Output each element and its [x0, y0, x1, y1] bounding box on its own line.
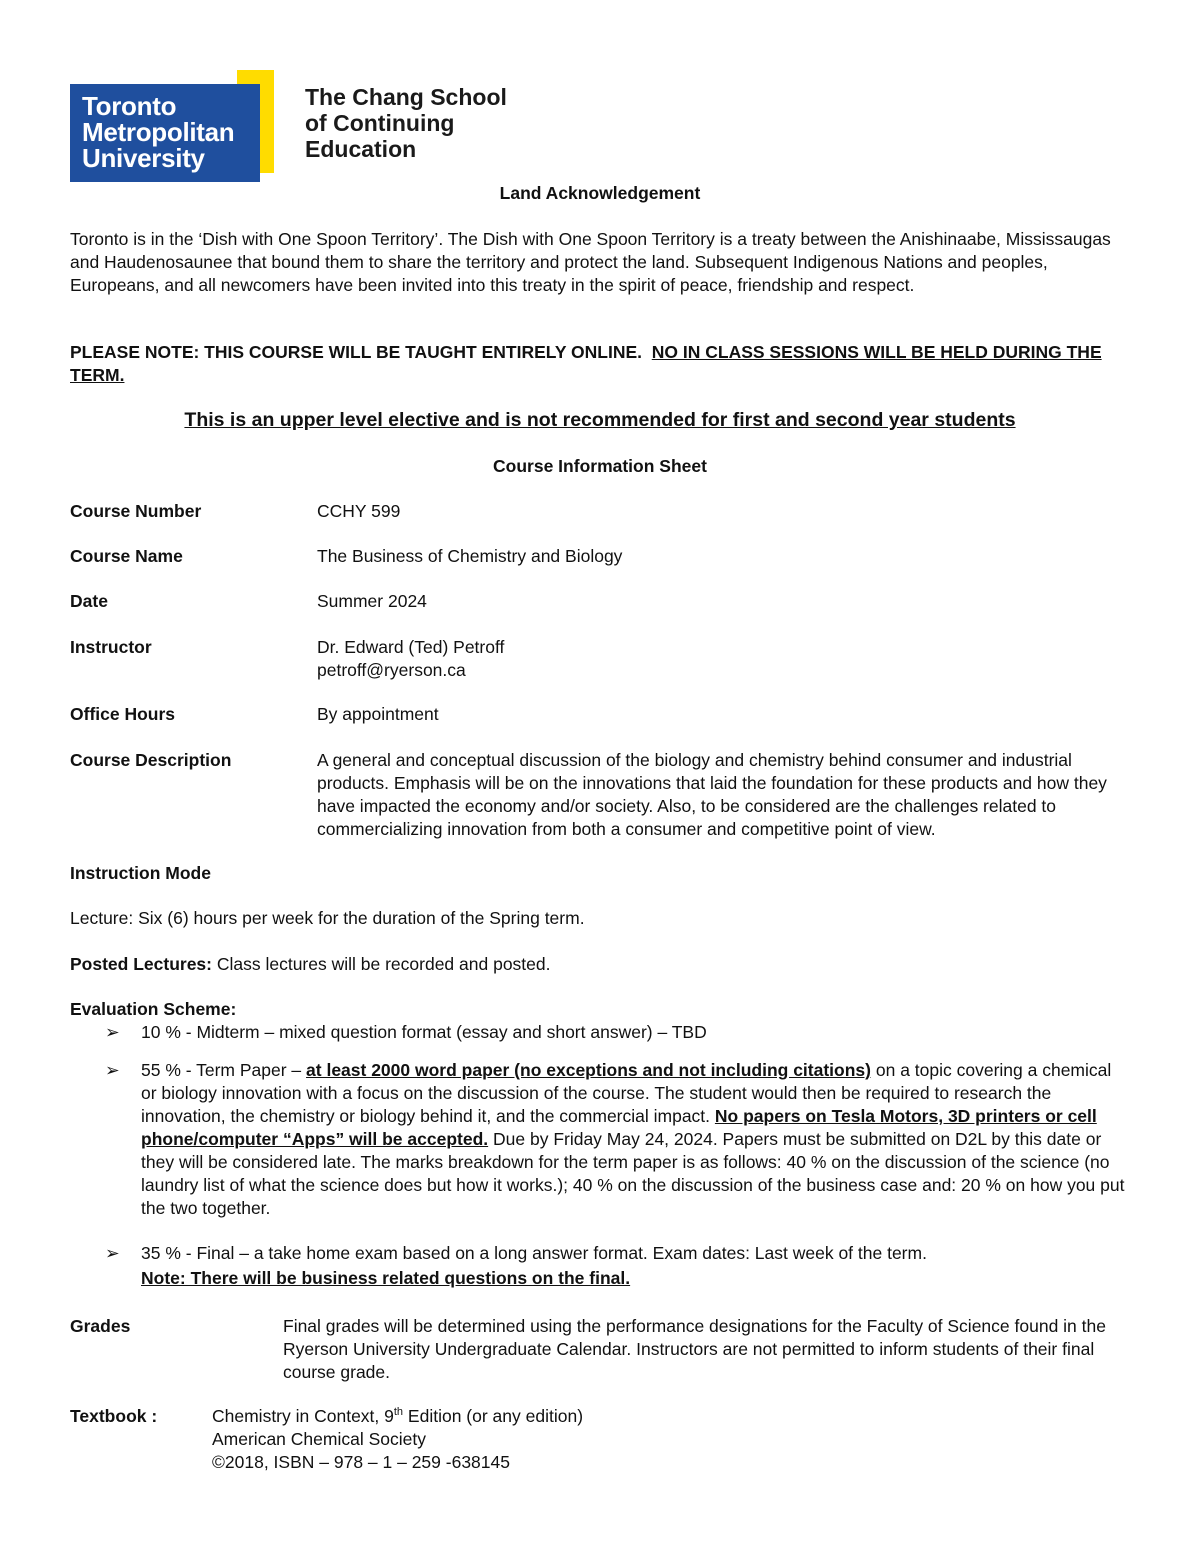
grades-label: Grades [70, 1316, 131, 1336]
instructor-label: Instructor [70, 637, 152, 657]
description-value: A general and conceptual discussion of the biology and chemistry behind consumer and industrial products. Emphasis will be on the innovations that laid the foundation for these products and how they have impacted the economy and/or society. Also, to be considered are the challenges related to commercializing innovation from both a consumer and competitive point of view. [317, 750, 1107, 839]
instruction-mode-label: Instruction Mode [70, 863, 211, 883]
logo-line: Metropolitan [82, 117, 235, 147]
course-name-label: Course Name [70, 546, 183, 566]
eval-midterm: 10 % - Midterm – mixed question format (essay and short answer) – TBD [141, 1022, 707, 1042]
eval-term-paper: 55 % - Term Paper – at least 2000 word paper (no exceptions and not including citations) on a topic covering a chemical or biology innovation with a focus on the discussion of the course. The student would then be required to research the innovation, the chemistry or biology behind it, and the commercial impact. No papers on Tesla Motors, 3D printers or cell phone/computer “Apps” will be accepted. Due by Friday May 24, 2024. Papers must be submitted on D2L by this date or they will be considered late. The marks breakdown for the term paper is as follows: 40 % on the discussion of the science (no laundry list of what the science does but how it works.); 40 % on the discussion of the business case and: 20 % on how you put the two together. [141, 1060, 1125, 1218]
school-name: The Chang School of Continuing Education [305, 84, 507, 162]
evaluation-label: Evaluation Scheme: [70, 999, 237, 1019]
course-number-label: Course Number [70, 501, 202, 521]
textbook-title: Chemistry in Context, 9th Edition (or any edition) [212, 1406, 584, 1426]
lecture-info: Lecture: Six (6) hours per week for the duration of the Spring term. [70, 908, 585, 928]
eval-final-note: Note: There will be business related questions on the final. [141, 1268, 631, 1288]
office-hours-label: Office Hours [70, 704, 176, 724]
bullet-arrow-icon: ➢ [105, 1060, 120, 1080]
land-ack-paragraph: Toronto is in the ‘Dish with One Spoon Territory’. The Dish with One Spoon Territory is a treaty between the Anishinaabe, Mississaugas and Haudenosaunee that bound them to share the territory and protect the land. Subsequent Indigenous Nations and peoples, Europeans, and all newcomers have been invited into this treaty in the spirit of peace, friendship and respect. [70, 229, 1111, 295]
online-notice: PLEASE NOTE: THIS COURSE WILL BE TAUGHT ENTIRELY ONLINE. NO IN CLASS SESSIONS WILL BE HELD DURING THE TERM. [70, 342, 1102, 385]
course-name-value: The Business of Chemistry and Biology [317, 546, 623, 566]
date-value: Summer 2024 [317, 591, 427, 611]
textbook-publisher: American Chemical Society [212, 1429, 426, 1449]
description-label: Course Description [70, 750, 232, 770]
bullet-arrow-icon: ➢ [105, 1022, 120, 1042]
sheet-title: Course Information Sheet [493, 456, 707, 476]
logo-line: University [82, 143, 205, 173]
logo-line: Toronto [82, 91, 177, 121]
elective-note: This is an upper level elective and is not recommended for first and second year students [184, 409, 1016, 431]
land-ack-title: Land Acknowledgement [499, 183, 701, 203]
instructor-email[interactable]: petroff@ryerson.ca [317, 660, 466, 680]
textbook-label: Textbook : [70, 1406, 158, 1426]
university-logo [70, 84, 260, 182]
instructor-value: Dr. Edward (Ted) Petroff [317, 637, 505, 657]
course-number-value: CCHY 599 [317, 501, 401, 521]
eval-final: 35 % - Final – a take home exam based on a long answer format. Exam dates: Last week of the term. [141, 1243, 927, 1263]
textbook-isbn: ©2018, ISBN – 978 – 1 – 259 -638145 [212, 1452, 510, 1472]
office-hours-value: By appointment [317, 704, 439, 724]
grades-text: Final grades will be determined using the performance designations for the Faculty of Science found in the Ryerson University Undergraduate Calendar. Instructors are not permitted to inform students of their final course grade. [283, 1316, 1106, 1382]
posted-lectures-info: Posted Lectures: Class lectures will be recorded and posted. [70, 954, 551, 974]
date-label: Date [70, 591, 108, 611]
bullet-arrow-icon: ➢ [105, 1243, 120, 1263]
